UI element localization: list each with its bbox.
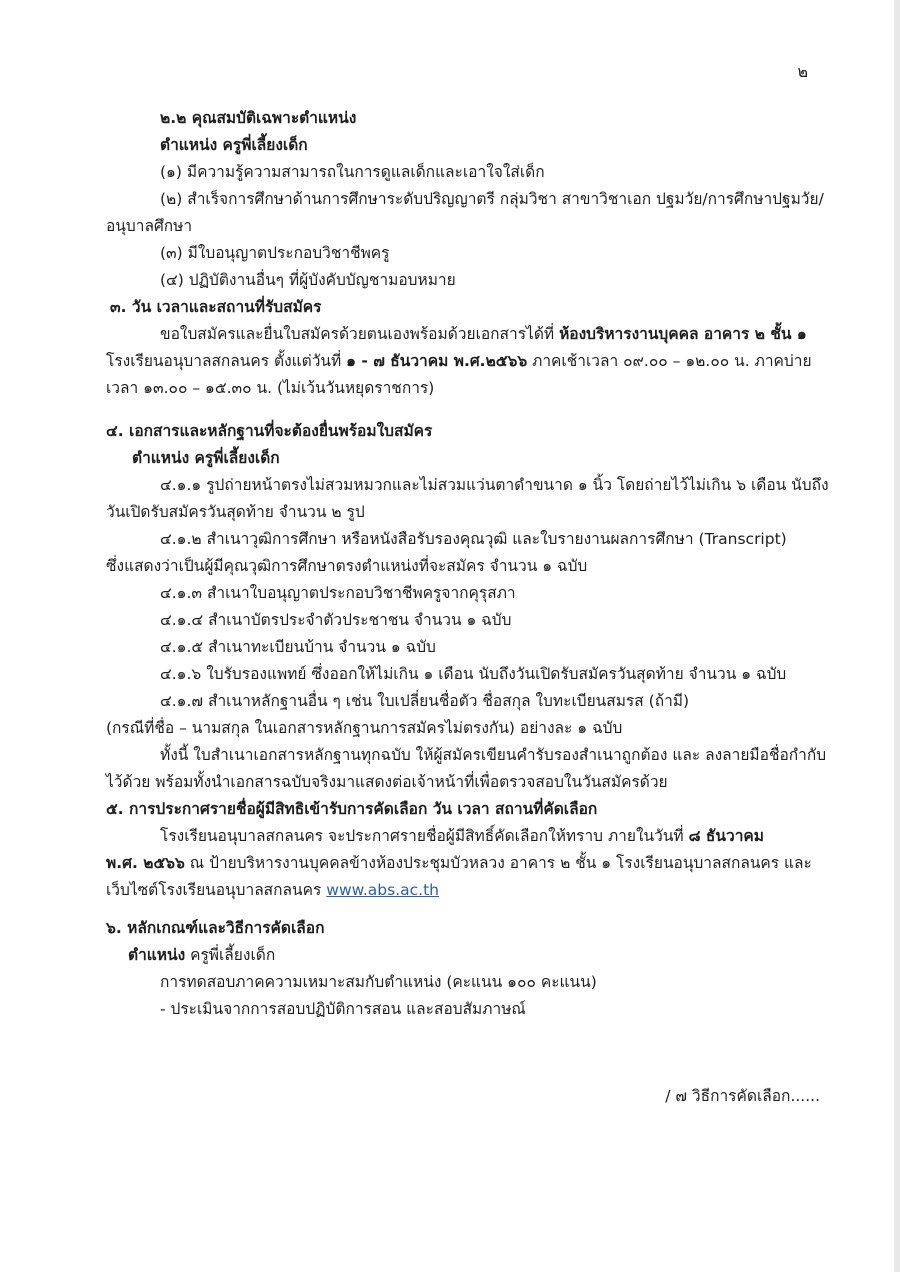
section-6-position-value: ครูพี่เลี้ยงเด็ก xyxy=(190,946,276,964)
section-4-position: ตำแหน่ง ครูพี่เลี้ยงเด็ก xyxy=(132,449,280,467)
section-5-line-3 xyxy=(106,880,439,900)
document-item-4-1-2: ๔.๑.๒ สำเนาวุฒิการศึกษา หรือหนังสือรับรองคุณวุฒิ และใบรายงานผลการศึกษา (Transcript) xyxy=(160,530,787,548)
document-item-4-1-2-cont: ซึ่งแสดงว่าเป็นผู้มีคุณวุฒิการศึกษาตรงตำแหน่งที่จะสมัคร จำนวน ๑ ฉบับ xyxy=(106,557,588,575)
document-note: ทั้งนี้ ใบสำเนาเอกสารหลักฐานทุกฉบับ ให้ผู้สมัครเขียนคำรับรองสำเนาถูกต้อง และ ลงลายมือชื่อกำกับ xyxy=(160,746,827,764)
document-item-4-1-6: ๔.๑.๖ ใบรับรองแพทย์ ซึ่งออกให้ไม่เกิน ๑ เดือน นับถึงวันเปิดรับสมัครวันสุดท้าย จำนวน ๑ ฉบับ xyxy=(160,665,787,683)
apply-school-text: โรงเรียนอนุบาลสกลนคร ตั้งแต่วันที่ xyxy=(106,352,342,370)
announce-text: โรงเรียนอนุบาลสกลนคร จะประกาศรายชื่อผู้มีสิทธิ์คัดเลือกให้ทราบ ภายในวันที่ xyxy=(160,827,684,845)
apply-location-text: ขอใบสมัครและยื่นใบสมัครด้วยตนเองพร้อมด้วยเอกสารได้ที่ xyxy=(160,325,555,343)
section-6-heading: ๖. หลักเกณฑ์และวิธีการคัดเลือก xyxy=(106,919,325,937)
section-3-line-2 xyxy=(106,351,812,371)
section-3-heading: ๓. วัน เวลาและสถานที่รับสมัคร xyxy=(110,298,322,316)
website-label: เว็บไซต์โรงเรียนอนุบาลสกลนคร xyxy=(106,881,322,899)
apply-date-range: ๑ - ๗ ธันวาคม พ.ศ.๒๕๖๖ xyxy=(346,352,528,370)
section-3-line-1 xyxy=(160,324,807,344)
page-number: ๒ xyxy=(797,62,808,81)
school-website-link[interactable]: www.abs.ac.th xyxy=(326,881,439,899)
section-6-test: การทดสอบภาคความเหมาะสมกับตำแหน่ง (คะแนน ๑๐๐ คะแนน) xyxy=(160,973,597,991)
document-item-4-1-1: ๔.๑.๑ รูปถ่ายหน้าตรงไม่สวมหมวกและไม่สวมแว่นตาดำขนาด ๑ นิ้ว โดยถ่ายไว้ไม่เกิน ๖ เดือน นับถึง xyxy=(160,476,829,494)
next-page-indicator: / ๗ วิธีการคัดเลือก...... xyxy=(665,1087,820,1105)
announce-year: พ.ศ. ๒๕๖๖ xyxy=(106,854,185,872)
qualification-item-2-cont: อนุบาลศึกษา xyxy=(106,217,193,235)
section-5-line-1 xyxy=(160,826,764,846)
section-6-position xyxy=(128,945,275,965)
section-2-2-position: ตำแหน่ง ครูพี่เลี้ยงเด็ก xyxy=(160,136,308,154)
scan-edge xyxy=(894,0,900,1272)
apply-morning-time: ภาคเช้าเวลา ๐๙.๐๐ – ๑๒.๐๐ น. ภาคบ่าย xyxy=(532,352,812,370)
announce-place: ณ ป้ายบริหารงานบุคคลข้างห้องประชุมบัวหลวง อาคาร ๒ ชั้น ๑ โรงเรียนอนุบาลสกลนคร และ xyxy=(189,854,812,872)
qualification-item-2: (๒) สำเร็จการศึกษาด้านการศึกษาระดับปริญญาตรี กลุ่มวิชา สาขาวิชาเอก ปฐมวัย/การศึกษาปฐมวัย/ xyxy=(160,190,824,208)
section-6-evaluation: - ประเมินจากการสอบปฏิบัติการสอน และสอบสัมภาษณ์ xyxy=(160,1000,526,1018)
section-3-line-3: เวลา ๑๓.๐๐ – ๑๕.๓๐ น. (ไม่เว้นวันหยุดราชการ) xyxy=(106,379,435,397)
document-item-4-1-3: ๔.๑.๓ สำเนาใบอนุญาตประกอบวิชาชีพครูจากคุรุสภา xyxy=(160,584,516,602)
qualification-item-4: (๔) ปฏิบัติงานอื่นๆ ที่ผู้บังคับบัญชามอบหมาย xyxy=(160,271,456,289)
document-item-4-1-7: ๔.๑.๗ สำเนาหลักฐานอื่น ๆ เช่น ใบเปลี่ยนชื่อตัว ชื่อสกุล ใบทะเบียนสมรส (ถ้ามี) xyxy=(160,692,690,710)
announce-date: ๘ ธันวาคม xyxy=(688,827,764,845)
document-item-4-1-4: ๔.๑.๔ สำเนาบัตรประจำตัวประชาชน จำนวน ๑ ฉบับ xyxy=(160,611,512,629)
document-note-cont: ไว้ด้วย พร้อมทั้งนำเอกสารฉบับจริงมาแสดงต่อเจ้าหน้าที่เพื่อตรวจสอบในวันสมัครด้วย xyxy=(106,773,668,791)
section-6-position-label: ตำแหน่ง xyxy=(128,946,186,964)
document-item-4-1-7-cont: (กรณีที่ชื่อ – นามสกุล ในเอกสารหลักฐานการสมัครไม่ตรงกัน) อย่างละ ๑ ฉบับ xyxy=(106,719,623,737)
document-item-4-1-5: ๔.๑.๕ สำเนาทะเบียนบ้าน จำนวน ๑ ฉบับ xyxy=(160,638,436,656)
section-5-line-2 xyxy=(106,853,812,873)
apply-location-room: ห้องบริหารงานบุคคล อาคาร ๒ ชั้น ๑ xyxy=(559,325,807,343)
qualification-item-1: (๑) มีความรู้ความสามารถในการดูแลเด็กและเอาใจใส่เด็ก xyxy=(160,163,545,181)
section-4-heading: ๔. เอกสารและหลักฐานที่จะต้องยื่นพร้อมใบสมัคร xyxy=(106,422,433,440)
qualification-item-3: (๓) มีใบอนุญาตประกอบวิชาชีพครู xyxy=(160,244,390,262)
section-2-2-heading: ๒.๒ คุณสมบัติเฉพาะตำแหน่ง xyxy=(160,109,357,127)
document-item-4-1-1-cont: วันเปิดรับสมัครวันสุดท้าย จำนวน ๒ รูป xyxy=(106,503,365,521)
section-5-heading: ๕. การประกาศรายชื่อผู้มีสิทธิเข้ารับการคัดเลือก วัน เวลา สถานที่คัดเลือก xyxy=(106,800,598,818)
